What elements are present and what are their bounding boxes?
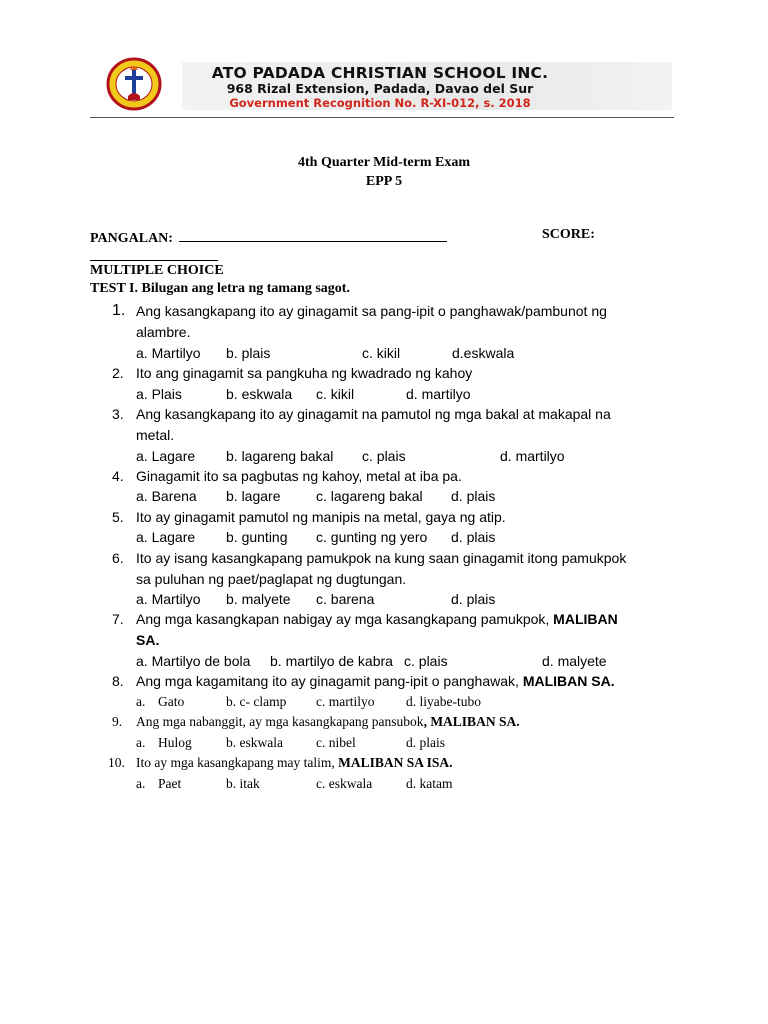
score-label: SCORE: — [542, 227, 595, 242]
header-divider — [90, 117, 674, 118]
choice-a[interactable]: Paet — [158, 776, 182, 791]
question-emphasis: MALIBAN — [553, 611, 618, 627]
question-text: alambre. — [136, 323, 191, 340]
name-blank[interactable] — [179, 227, 447, 242]
question-text: Ang mga nabanggit, ay mga kasangkapang pansubok — [136, 714, 424, 729]
question-text: Ginagamit ito sa pagbutas ng kahoy, metal at iba pa. — [136, 468, 462, 484]
choice-c[interactable]: c. martilyo — [316, 694, 375, 709]
choice-c[interactable]: c. gunting ng yero — [316, 529, 428, 545]
choices-8 — [136, 692, 656, 712]
choice-b[interactable]: b. eskwala — [226, 386, 293, 402]
name-label: PANGALAN: — [90, 231, 173, 246]
choice-b[interactable]: b. eskwala — [226, 735, 283, 750]
question-emphasis: SA. — [136, 631, 160, 648]
choice-d[interactable]: d. malyete — [542, 653, 607, 669]
choice-a-letter[interactable]: a. — [136, 694, 146, 709]
choice-b[interactable]: b. lagareng bakal — [226, 448, 334, 464]
choice-a[interactable]: Gato — [158, 694, 185, 709]
choice-a[interactable]: Hulog — [158, 735, 192, 750]
question-number: 5. — [112, 509, 124, 525]
choices-9 — [136, 733, 656, 753]
exam-title: 4th Quarter Mid-term Exam — [298, 155, 470, 170]
choices-10 — [136, 774, 656, 794]
question-text: Ito ay ginagamit pamutol ng manipis na metal, gaya ng atip. — [136, 509, 506, 525]
choice-c[interactable]: c. kikil — [316, 386, 355, 402]
question-text: sa puluhan ng paet/paglapat ng dugtungan. — [136, 570, 407, 587]
test-instruction: TEST I. Bilugan ang letra ng tamang sagot. — [90, 281, 350, 296]
question-number: 1. — [112, 302, 126, 319]
choice-c[interactable]: c. lagareng bakal — [316, 488, 423, 504]
question-number: 9. — [112, 714, 123, 729]
choice-b[interactable]: b. martilyo de kabra — [270, 653, 393, 669]
choice-a[interactable]: a. Barena — [136, 488, 197, 504]
choice-a-letter[interactable]: a. — [136, 776, 146, 791]
choice-b[interactable]: b. plais — [226, 345, 271, 361]
question-number: 8. — [112, 673, 124, 689]
school-name: ATO PADADA CHRISTIAN SCHOOL INC. — [211, 64, 549, 82]
choice-d[interactable]: d. plais — [451, 488, 496, 504]
choices-4 — [136, 486, 656, 506]
question-number: 10. — [108, 755, 125, 770]
question-number: 4. — [112, 468, 124, 484]
choice-c[interactable]: c. barena — [316, 591, 375, 607]
score-blank[interactable] — [90, 260, 218, 261]
choice-a[interactable]: a. Plais — [136, 386, 182, 402]
question-text: Ang kasangkapang ito ay ginagamit na pamutol ng mga bakal at makapal na — [136, 406, 611, 422]
question-text: metal. — [136, 426, 175, 443]
choice-b[interactable]: b. gunting — [226, 529, 288, 545]
question-emphasis: MALIBAN SA ISA. — [338, 755, 453, 770]
exam-subject: EPP 5 — [365, 174, 403, 189]
choice-c[interactable]: c. plais — [362, 448, 406, 464]
question-text: Ang mga kagamitang ito ay ginagamit pang-ipit o panghawak, — [136, 673, 523, 689]
choice-d[interactable]: d.eskwala — [452, 345, 515, 361]
question-number: 2. — [112, 365, 124, 381]
question-number: 7. — [112, 611, 124, 627]
choice-c[interactable]: c. nibel — [316, 735, 356, 750]
choice-b[interactable]: b. malyete — [226, 591, 291, 607]
government-recognition: Government Recognition No. R-XI-012, s. 2018 — [229, 96, 531, 110]
question-number: 6. — [112, 550, 124, 566]
question-text: Ang mga kasangkapan nabigay ay mga kasangkapang pamukpok, — [136, 611, 554, 627]
choice-d[interactable]: d. plais — [406, 735, 445, 750]
choices-2 — [136, 384, 656, 404]
name-row — [90, 227, 447, 247]
choice-d[interactable]: d. katam — [406, 776, 453, 791]
choice-a[interactable]: a. Martilyo de bola — [136, 653, 251, 669]
choice-a[interactable]: a. Martilyo — [136, 345, 201, 361]
choice-d[interactable]: d. liyabe-tubo — [406, 694, 481, 709]
choices-6 — [136, 589, 656, 609]
choice-a-letter[interactable]: a. — [136, 735, 146, 750]
choices-1 — [136, 343, 656, 363]
section-heading: MULTIPLE CHOICE — [90, 263, 224, 278]
choice-b[interactable]: b. itak — [226, 776, 260, 791]
question-text: Ito ay mga kasangkapang may talim, — [136, 755, 339, 770]
choice-d[interactable]: d. plais — [451, 529, 496, 545]
choice-c[interactable]: c. kikil — [362, 345, 401, 361]
school-address: 968 Rizal Extension, Padada, Davao del Sur — [226, 81, 534, 96]
question-emphasis: MALIBAN SA. — [522, 673, 615, 689]
question-emphasis: , MALIBAN SA. — [423, 714, 520, 729]
choices-7 — [136, 651, 656, 671]
choices-3 — [136, 446, 656, 466]
choice-a[interactable]: a. Lagare — [136, 448, 196, 464]
choice-a[interactable]: a. Lagare — [136, 529, 196, 545]
choice-b[interactable]: b. c- clamp — [226, 694, 287, 709]
choice-d[interactable]: d. martilyo — [406, 386, 471, 402]
choices-5 — [136, 527, 656, 547]
question-text: Ito ay isang kasangkapang pamukpok na kung saan ginagamit itong pamukpok — [136, 550, 627, 566]
choice-c[interactable]: c. plais — [404, 653, 448, 669]
question-text: Ang kasangkapang ito ay ginagamit sa pang-ipit o panghawak/pambunot ng — [136, 303, 607, 319]
question-number: 3. — [112, 406, 124, 422]
choice-d[interactable]: d. martilyo — [500, 448, 565, 464]
choice-c[interactable]: c. eskwala — [316, 776, 373, 791]
choice-a[interactable]: a. Martilyo — [136, 591, 201, 607]
question-text: Ito ang ginagamit sa pangkuha ng kwadrado ng kahoy — [136, 365, 473, 381]
choice-d[interactable]: d. plais — [451, 591, 496, 607]
choice-b[interactable]: b. lagare — [226, 488, 281, 504]
